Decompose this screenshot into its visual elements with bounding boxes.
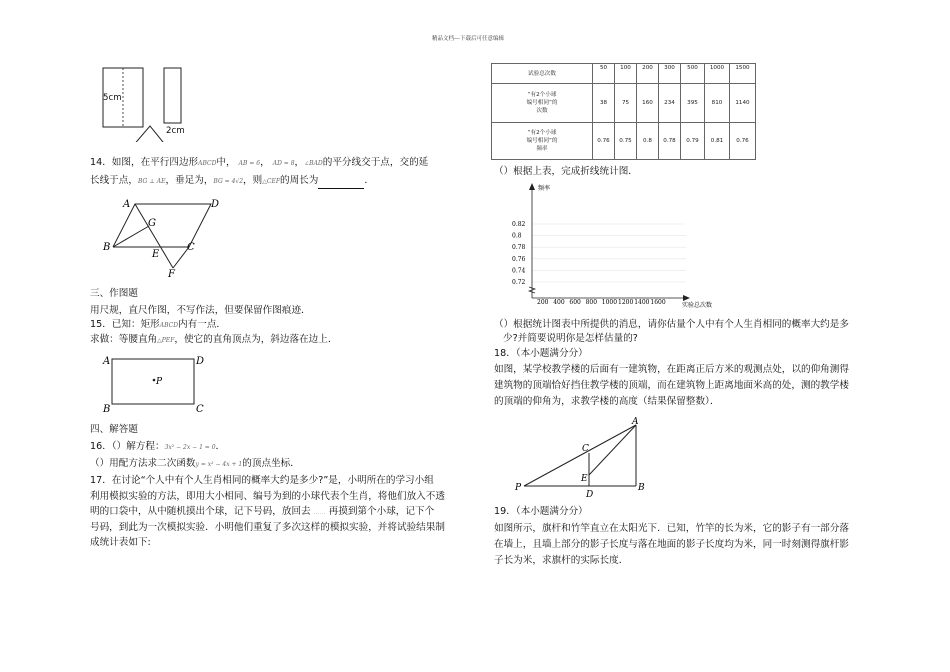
table-cell: 50 xyxy=(593,64,615,84)
q16-line2 xyxy=(90,457,300,472)
q14-text: ， xyxy=(260,157,270,168)
parallelogram xyxy=(113,204,211,247)
table-row xyxy=(492,123,756,160)
q14-text: ， xyxy=(294,157,305,168)
rectangle-figure xyxy=(100,352,210,417)
table-cell: 810 xyxy=(705,84,730,123)
table-row xyxy=(492,64,756,84)
y-axis-arrow xyxy=(529,183,535,190)
q16-line1 xyxy=(90,440,225,455)
building-figure xyxy=(508,415,658,500)
label-C: C xyxy=(187,242,195,253)
y-tick-label: 0.72 xyxy=(512,279,526,286)
point-p xyxy=(153,379,156,382)
q14-text: ，垂足为， xyxy=(165,175,214,186)
q17-part2: （）根据统计图表中所提供的消息，请你估量个人中有个人生肖相同的概率大约是多 xyxy=(494,319,849,330)
x-tick-label: 800 xyxy=(585,299,598,306)
q15-line1 xyxy=(90,318,226,333)
q15-pef: △PEF xyxy=(157,337,175,344)
label-2cm: 2cm xyxy=(166,126,185,136)
q16-text: （）用配方法求二次函数 xyxy=(90,458,196,469)
q17-line: 利用模拟实验的方法，即用大小相同、编号为到的小球代表个生肖，将他们放入不透 xyxy=(90,491,445,502)
q14-text: ，则 xyxy=(243,175,263,186)
table-cell: 0.76 xyxy=(730,123,756,160)
q14-ab: AB = 6 xyxy=(238,160,261,167)
label-5cm: 5cm xyxy=(103,93,122,103)
q14-ad: AD = 8 xyxy=(272,160,295,167)
table-cell: 300 xyxy=(659,64,681,84)
q17-line xyxy=(90,505,434,520)
table-cell: 1500 xyxy=(730,64,756,84)
table-row-label xyxy=(492,84,593,123)
label-A: A xyxy=(103,356,111,367)
y-axis-label: 频率 xyxy=(538,185,551,192)
label-D: D xyxy=(196,356,205,367)
triangle xyxy=(132,126,167,142)
table-cell: 234 xyxy=(659,84,681,123)
sight-pa xyxy=(524,425,636,486)
q15-text: 求做：等腰直角 xyxy=(90,334,158,345)
row-label-line: 频率 xyxy=(536,146,548,152)
q16-function: y = x² − 4x + 1 xyxy=(195,461,243,468)
table-row-label xyxy=(492,123,593,160)
table-cell: 100 xyxy=(615,64,637,84)
frequency-chart xyxy=(500,180,740,310)
q16-equation: 3x² − 2x − 1 = 0 xyxy=(164,444,216,451)
section3-title: 三、作图题 xyxy=(90,288,138,299)
x-tick-label: 400 xyxy=(553,299,565,306)
chart-grid xyxy=(532,224,686,282)
q14-bg-ae: BG ⊥ AE xyxy=(137,178,166,185)
table-cell: 1000 xyxy=(705,64,730,84)
label-P: P xyxy=(156,377,163,387)
q19-title: 19．（本小题满分分） xyxy=(494,506,588,517)
q17-part1: （）根据上表，完成折线统计图． xyxy=(494,166,638,177)
q14-text: ． xyxy=(364,175,374,186)
q18-line: 如图，某学校教学楼的后面有一建筑物，在距离正后方米的观测点处，以的仰角测得 xyxy=(494,364,849,375)
results-table xyxy=(491,63,756,160)
label-D: D xyxy=(211,199,220,210)
label-P: P xyxy=(515,483,522,493)
x-axis-label: 实验总次数 xyxy=(682,302,713,309)
section4-title: 四、解答题 xyxy=(90,424,138,435)
page-header: 精品文档---下载后可任意编辑 xyxy=(432,36,504,42)
y-tick-label: 0.76 xyxy=(512,255,526,263)
q17-line: 17．在讨论“个人中有个人生肖相同的概率大约是多少?”是，小明所在的学习小组 xyxy=(90,475,434,486)
table-cell: 160 xyxy=(637,84,659,123)
label-D: D xyxy=(586,490,594,500)
q15-abcd: ABCD xyxy=(159,322,179,329)
table-cell: 0.8 xyxy=(637,123,659,160)
q16-text: ． xyxy=(215,441,226,452)
label-C: C xyxy=(582,444,589,454)
q14-line1 xyxy=(90,156,428,171)
q15-line2 xyxy=(90,333,337,348)
x-tick-label: 200 xyxy=(537,299,549,306)
table-header-label: 试验总次数 xyxy=(492,64,593,84)
y-tick-label: 0.74 xyxy=(512,267,526,275)
x-tick-label: 1600 xyxy=(650,299,666,306)
table-cell: 1140 xyxy=(730,84,756,123)
row-label-line: 次数 xyxy=(536,108,548,114)
label-C: C xyxy=(196,404,204,415)
sight-ea xyxy=(589,425,636,475)
table-cell: 200 xyxy=(637,64,659,84)
y-tick-label: 0.82 xyxy=(512,221,526,228)
q17-line: 成统计表如下: xyxy=(90,537,151,548)
q18-line: 的顶端的仰角为，求教学楼的高度（结果保留整数）． xyxy=(494,396,720,407)
label-E: E xyxy=(581,474,588,484)
q18-line: 建筑物的顶端恰好挡住教学楼的顶端，而在建筑物上距离地面米高的处，测的教学楼 xyxy=(494,380,849,391)
x-tick-label: 1400 xyxy=(634,299,650,306)
x-tick-label: 600 xyxy=(569,299,581,306)
y-ticks xyxy=(512,221,526,286)
q14-line2 xyxy=(90,174,374,189)
q15-text: 内有一点． xyxy=(178,319,227,330)
section3-instructions: 用尺规，直尺作图，不写作法，但要保留作图痕迹． xyxy=(90,305,311,316)
table-cell: 0.81 xyxy=(705,123,730,160)
q14-abcd: ABCD xyxy=(198,160,217,167)
answer-blank xyxy=(318,178,364,189)
label-E: E xyxy=(152,249,160,260)
row-label-line: “有2个小球 xyxy=(527,92,557,98)
y-tick-label: 0.78 xyxy=(512,244,526,252)
q14-bg-val: BG = 4√2 xyxy=(213,178,244,185)
label-B: B xyxy=(638,483,645,493)
q15-text: ，使它的直角顶点为，斜边落在边上． xyxy=(174,334,338,345)
table-cell: 0.79 xyxy=(681,123,705,160)
table-cell: 0.78 xyxy=(659,123,681,160)
table-cell: 0.76 xyxy=(593,123,615,160)
q17-text: 明的口袋中，从中随机摸出个球，记下号码，放回去 xyxy=(90,506,311,517)
label-A: A xyxy=(632,417,639,427)
q14-text: 长线于点， xyxy=(90,175,138,186)
q19-line: 在墙上，且墙上部分的影子长度与落在地面的影子长度均为米，同一时刻测得旗杆影 xyxy=(494,539,849,550)
q16-text: 16．（）解方程： xyxy=(90,441,165,452)
x-ticks xyxy=(537,299,666,306)
x-tick-label: 1200 xyxy=(618,299,634,306)
label-A: A xyxy=(123,199,131,210)
label-B: B xyxy=(103,242,111,253)
label-B: B xyxy=(103,404,111,415)
row-label-line: “有2个小球 xyxy=(527,130,557,136)
q14-cef: △CEF xyxy=(262,178,280,185)
x-tick-label: 1000 xyxy=(601,299,618,306)
rectangle-abcd xyxy=(112,359,194,404)
q14-text: 的平分线交于点，交的延 xyxy=(322,157,429,168)
table-cell: 0.75 xyxy=(615,123,637,160)
row-label-line: 编号相同”的 xyxy=(526,100,558,106)
q17-faint: …… xyxy=(313,509,326,516)
table-cell: 38 xyxy=(593,84,615,123)
q14-bad: ∠BAD xyxy=(304,160,323,167)
q17-part2-cont: 少?并简要说明你是怎样估量的? xyxy=(503,333,638,344)
table-cell: 395 xyxy=(681,84,705,123)
q16-text: 的顶点坐标． xyxy=(242,458,300,469)
q19-line: 如图所示，旗杆和竹竿直立在太阳光下．已知，竹竿的长为米，它的影子有一部分落 xyxy=(494,523,849,534)
y-tick-label: 0.8 xyxy=(512,232,522,240)
parallelogram-figure xyxy=(100,195,230,280)
q14-text: 的周长为 xyxy=(279,175,319,186)
x-axis-arrow xyxy=(683,295,690,301)
axis-break-mark xyxy=(529,287,535,293)
row-label-line: 编号相同”的 xyxy=(526,138,558,144)
q17-line: 号码，到此为一次模拟实验．小明他们重复了多次这样的模拟实验，并将试验结果制 xyxy=(90,522,445,533)
table-cell: 500 xyxy=(681,64,705,84)
rect-right xyxy=(164,68,181,123)
label-G: G xyxy=(148,218,156,229)
label-F: F xyxy=(168,269,175,280)
q14-text: 中， xyxy=(216,157,236,168)
q15-text: 15．已知：矩形 xyxy=(90,319,160,330)
table-cell: 75 xyxy=(615,84,637,123)
q17-text: 再摸到第个小球，记下个 xyxy=(328,506,435,517)
q18-title: 18．（本小题满分分） xyxy=(494,348,588,359)
q19-line: 子长为米，求旗杆的实际长度． xyxy=(494,555,629,566)
table-row xyxy=(492,84,756,123)
q14-text: 14．如图，在平行四边形 xyxy=(90,157,199,168)
